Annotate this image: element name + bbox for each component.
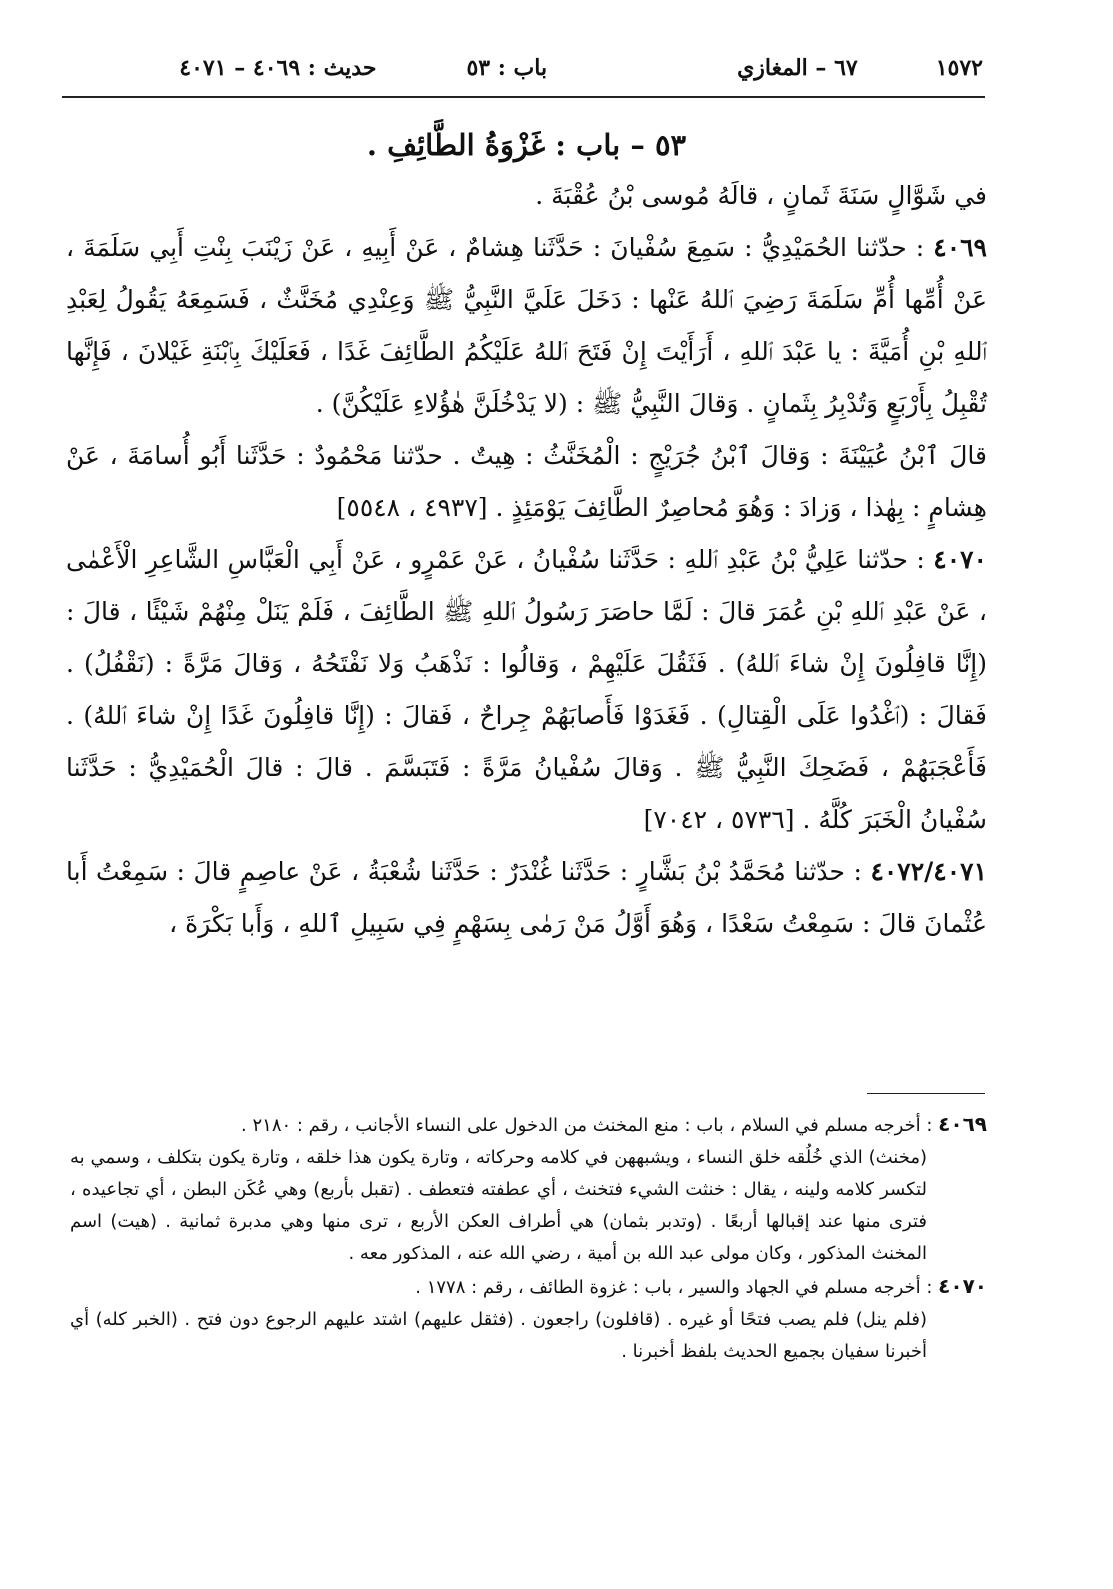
hadith-4069: ٤٠٦٩ : حدّثنا الحُمَيْدِيُّ : سَمِعَ سُفْيانَ : حَدَّثَنا هِشامٌ ، عَنْ أَبِيهِ ، عَنْ زَيْنَبَ بِنْتِ أَبِي سَلَمَةَ ، عَنْ أُمِّها أُمِّ سَلَمَةَ رَضِيَ ٱللهُ عَنْها : دَخَلَ عَلَيَّ النَّبِيُّ ﷺ وَعِنْدِي مُخَنَّثٌ ، فَسَمِعَهُ يَقُولُ لِعَبْدِ ٱللهِ بْنِ أُمَيَّةَ : يا عَبْدَ ٱللهِ ، أَرَأَيْتَ إِنْ فَتَحَ ٱللهُ عَلَيْكُمُ الطَّائِفَ غَدًا ، فَعَلَيْكَ بِٱبْنَةِ غَيْلانَ ، فَإِنَّها تُقْبِلُ بِأَرْبَعٍ وَتُدْبِرُ بِثَمانٍ . وَقالَ النَّبِيُّ ﷺ : (لا يَدْخُلَنَّ هٰؤُلاءِ عَلَيْكُنَّ) . — [66, 233, 987, 418]
book-title: ٦٧ – المغازي — [737, 55, 858, 81]
footnote-gloss: (مخنث) الذي خُلُقه خلق النساء ، ويشبههن في كلامه وحركاته ، وتارة يكون هذا خلقه ، وتارة يكون بتكلف ، وسمي به لتكسر كلامه ولينه ، يقال : خنثت الشيء فتخنث ، أي عطفته فتعطف . (تقبل بأربع) وهي عُكَن البطن ، أي تجاعيده ، فترى منها عند إقبالها أربعًا . (وتدبر بثمان) هي أطراف العكن الأربع ، ترى منها وهي مدبرة ثمانية . (هيت) اسم المخنث المذكور ، وكان مولى عبد الله بن أمية ، رضي الله عنه ، المذكور معه . — [70, 1147, 927, 1264]
footnote-number: ٤٠٦٩ — [938, 1112, 987, 1136]
footnote-4070: ٤٠٧٠ : أخرجه مسلم في الجهاد والسير ، باب : غزوة الطائف ، رقم : ١٧٧٨ . — [415, 1274, 987, 1298]
hadith-range: حديث : ٤٠٦٩ – ٤٠٧١ — [179, 55, 377, 81]
header-rule — [62, 96, 985, 98]
main-text — [66, 128, 987, 950]
chapter-reference: باب : ٥٣ — [466, 55, 548, 81]
hadith-text: حدّثنا الحُمَيْدِيُّ : سَمِعَ سُفْيانَ : حَدَّثَنا هِشامٌ ، عَنْ أَبِيهِ ، عَنْ زَيْنَبَ بِنْتِ أَبِي سَلَمَةَ ، عَنْ أُمِّها أُمِّ سَلَمَةَ رَضِيَ ٱللهُ عَنْها : دَخَلَ عَلَيَّ النَّبِيُّ ﷺ وَعِنْدِي مُخَنَّثٌ ، فَسَمِعَهُ يَقُولُ لِعَبْدِ ٱللهِ بْنِ أُمَيَّةَ : يا عَبْدَ ٱللهِ ، أَرَأَيْتَ إِنْ فَتَحَ ٱللهُ عَلَيْكُمُ الطَّائِفَ غَدًا ، فَعَلَيْكَ بِٱبْنَةِ غَيْلانَ ، فَإِنَّها تُقْبِلُ بِأَرْبَعٍ وَتُدْبِرُ بِثَمانٍ . وَقالَ النَّبِيُّ ﷺ : (لا يَدْخُلَنَّ هٰؤُلاءِ عَلَيْكُنَّ) . — [66, 233, 987, 418]
footnotes — [70, 1108, 987, 1368]
footnote-gloss: (فلم ينل) فلم يصب فتحًا أو غيره . (قافلون) راجعون . (فثقل عليهم) اشتد عليهم الرجوع دون فتح . (الخبر كله) أي أخبرنا سفيان بجميع الحديث بلفظ أخبرنا . — [70, 1309, 927, 1362]
hadith-4069-addendum — [66, 430, 987, 534]
footnote-source: أخرجه مسلم في السلام ، باب : منع المخنث من الدخول على النساء الأجانب ، رقم : ٢١٨٠ . — [241, 1115, 921, 1136]
cross-reference: [٤٩٣٧ ، ٥٥٤٨] — [336, 493, 488, 522]
running-head — [62, 48, 983, 88]
hadith-4071: ٤٠٧٢/٤٠٧١ : حدّثنا مُحَمَّدُ بْنُ بَشَّارٍ : حَدَّثَنا غُنْدَرٌ : حَدَّثَنا شُعْبَةُ ، عَنْ عاصِمٍ قالَ : سَمِعْتُ أَبا عُثْمانَ قالَ : سَمِعْتُ سَعْدًا ، وَهُوَ أَوَّلُ مَنْ رَمٰى بِسَهْمٍ فِي سَبِيلِ ٱللهِ ، وَأَبا بَكْرَةَ ، — [66, 857, 987, 938]
cross-reference: [٥٧٣٦ ، ٧٠٤٢] — [643, 805, 795, 834]
chapter-intro: في شَوَّالٍ سَنَةَ ثَمانٍ ، قالَهُ مُوسى بْنُ عُقْبَةَ . — [535, 181, 987, 210]
chapter-heading: ٥٣ – باب : غَزْوَةُ الطَّائِفِ . — [366, 128, 687, 162]
hadith-number: ٤٠٧٠ — [933, 545, 987, 574]
hadith-addendum: قالَ ٱبْنُ عُيَيْنَةَ : وَقالَ ٱبْنُ جُرَيْجٍ : الْمُخَنَّثُ : هِيتٌ . حدّثنا مَحْمُودٌ : حَدَّثَنا أَبُو أُسامَةَ ، عَنْ هِشامٍ : بِهٰذا ، وَزادَ : وَهُوَ مُحاصِرٌ الطَّائِفَ يَوْمَئِذٍ . — [66, 441, 987, 522]
footnote-source: أخرجه مسلم في الجهاد والسير ، باب : غزوة الطائف ، رقم : ١٧٧٨ . — [415, 1277, 921, 1298]
hadith-4070: ٤٠٧٠ : حدّثنا عَلِيُّ بْنُ عَبْدِ ٱللهِ : حَدَّثَنا سُفْيانُ ، عَنْ عَمْرٍو ، عَنْ أَبِي الْعَبَّاسِ الشَّاعِرِ الْأَعْمٰى ، عَنْ عَبْدِ ٱللهِ بْنِ عُمَرَ قالَ : لَمَّا حاصَرَ رَسُولُ ٱللهِ ﷺ الطَّائِفَ ، فَلَمْ يَنَلْ مِنْهُمْ شَيْئًا ، قالَ : (إِنَّا قافِلُونَ إِنْ شاءَ ٱللهُ) . فَثَقُلَ عَلَيْهِمْ ، وَقالُوا : نَذْهَبُ وَلا نَفْتَحُهُ ، وَقالَ مَرَّةً : (نَقْفُلُ) . فَقالَ : (ٱغْدُوا عَلَى الْقِتالِ) . فَغَدَوْا فَأَصابَهُمْ جِراحٌ ، فَقالَ : (إِنَّا قافِلُونَ غَدًا إِنْ شاءَ ٱللهُ) . فَأَعْجَبَهُمْ ، فَضَحِكَ النَّبِيُّ ﷺ . وَقالَ سُفْيانُ مَرَّةً : فَتَبَسَّمَ . قالَ : قالَ الْحُمَيْدِيُّ : حَدَّثَنا سُفْيانُ الْخَبَرَ كُلَّهُ . [٥٧٣٦ ، ٧٠٤٢] — [66, 545, 987, 834]
hadith-number: ٤٠٦٩ — [933, 233, 987, 262]
hadith-text: حدّثنا عَلِيُّ بْنُ عَبْدِ ٱللهِ : حَدَّثَنا سُفْيانُ ، عَنْ عَمْرٍو ، عَنْ أَبِي الْعَبَّاسِ الشَّاعِرِ الْأَعْمٰى ، عَنْ عَبْدِ ٱللهِ بْنِ عُمَرَ قالَ : لَمَّا حاصَرَ رَسُولُ ٱللهِ ﷺ الطَّائِفَ ، فَلَمْ يَنَلْ مِنْهُمْ شَيْئًا ، قالَ : (إِنَّا قافِلُونَ إِنْ شاءَ ٱللهُ) . فَثَقُلَ عَلَيْهِمْ ، وَقالُوا : نَذْهَبُ وَلا نَفْتَحُهُ ، وَقالَ مَرَّةً : (نَقْفُلُ) . فَقالَ : (ٱغْدُوا عَلَى الْقِتالِ) . فَغَدَوْا فَأَصابَهُمْ جِراحٌ ، فَقالَ : (إِنَّا قافِلُونَ غَدًا إِنْ شاءَ ٱللهُ) . فَأَعْجَبَهُمْ ، فَضَحِكَ النَّبِيُّ ﷺ . وَقالَ سُفْيانُ مَرَّةً : فَتَبَسَّمَ . قالَ : قالَ الْحُمَيْدِيُّ : حَدَّثَنا سُفْيانُ الْخَبَرَ كُلَّهُ . — [66, 545, 987, 834]
footnote-number: ٤٠٧٠ — [938, 1274, 987, 1298]
hadith-text: حدّثنا مُحَمَّدُ بْنُ بَشَّارٍ : حَدَّثَنا غُنْدَرٌ : حَدَّثَنا شُعْبَةُ ، عَنْ عاصِمٍ قالَ : سَمِعْتُ أَبا عُثْمانَ قالَ : سَمِعْتُ سَعْدًا ، وَهُوَ أَوَّلُ مَنْ رَمٰى بِسَهْمٍ فِي سَبِيلِ ٱللهِ ، وَأَبا بَكْرَةَ ، — [66, 857, 987, 938]
footnote-4069: ٤٠٦٩ : أخرجه مسلم في السلام ، باب : منع المخنث من الدخول على النساء الأجانب ، رقم : ٢١٨٠ . — [241, 1112, 987, 1136]
page-number: ١٥٧٢ — [935, 55, 983, 81]
footnote-rule — [867, 1093, 985, 1094]
hadith-number: ٤٠٧٢/٤٠٧١ — [870, 857, 987, 886]
